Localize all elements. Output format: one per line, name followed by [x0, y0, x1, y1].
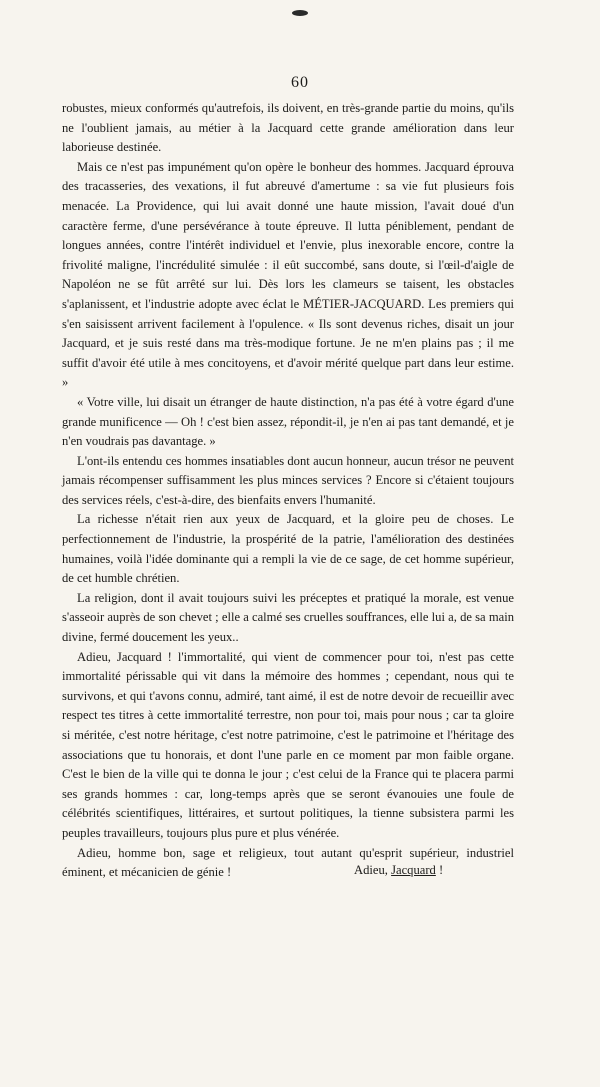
paragraph-7: Adieu, Jacquard ! l'immortalité, qui vient de commencer pour toi, n'est pas cette immortalité périssable qui vit dans la mémoire des hommes ; cependant, nous qui te survivons, et qui t'avons connu, admiré, tant aimé, il est de notre devoir de recueillir avec respect tes titres à cette immortalité terrestre, non pour toi, mais pour nous ; car ta gloire si méritée, c'est notre héritage, c'est notre patrimoine, c'est le patrimoine et l'héritage des associations que tu honorais, et dont l'une parle en ce moment par mon faible organe. C'est le bien de la ville qui te donna le jour ; c'est celui de la France qui te placera parmi ses grands hommes : car, long-temps après que se seront évanouies une foule de célébrités scientifiques, littéraires, et surtout politiques, la tienne subsistera parmi les peuples travailleurs, toujours plus pure et plus vénérée. — [62, 649, 514, 840]
paragraph-8: Adieu, homme bon, sage et religieux, tout autant qu'esprit supérieur, industriel éminent, et mécanicien de génie ! — [62, 845, 514, 880]
paragraph-4: L'ont-ils entendu ces hommes insatiables dont aucun honneur, aucun trésor ne peuvent jamais récompenser suffisamment les plus minces services ? Encore si c'étaient toujours des services réels, c'est-à-dire, des bienfaits envers l'humanité. — [62, 453, 514, 507]
page-number: 60 — [291, 74, 309, 91]
signature-prefix: Adieu, — [354, 863, 392, 877]
signature-suffix: ! — [435, 863, 444, 877]
closing-signature — [354, 863, 443, 878]
paragraph-3: « Votre ville, lui disait un étranger de haute distinction, n'a pas été à votre égard d'une grande munificence — Oh ! c'est bien assez, répondit-il, je n'en ai pas tant demandé, et je n'en voudrais pas davantage. » — [62, 394, 514, 449]
paragraph-1: robustes, mieux conformés qu'autrefois, ils doivent, en très-grande partie du moins, qu'ils ne l'oublient jamais, au métier à la Jacquard cette grande amélioration dans leur laborieuse destinée. — [62, 101, 514, 155]
body-text — [62, 99, 514, 883]
signature-name: Jacquard — [391, 863, 436, 877]
paragraph-6: La religion, dont il avait toujours suivi les préceptes et pratiqué la morale, est venue s'asseoir auprès de son chevet ; elle a calmé ses cruelles souffrances, elle lui a, de sa main divine, fermé doucement les yeux.. — [62, 590, 514, 645]
ink-mark — [292, 10, 308, 16]
paragraph-2: Mais ce n'est pas impunément qu'on opère le bonheur des hommes. Jacquard éprouva des tracasseries, des vexations, il fut abreuvé d'amertume : sa vie fut plusieurs fois menacée. La Providence, qui lui avait donné une haute mission, l'avait doué d'un caractère ferme, d'une persévérance à toute épreuve. Il lutta péniblement, pendant de longues années, contre l'intérêt individuel et l'envie, plus inexorable encore, contre la frivolité maligne, l'incrédulité simulée : il eût succombé, sans doute, si l'œil-d'aigle de Napoléon ne se fût arrêté sur lui. Dès lors les clameurs se taisent, les obstacles s'aplanissent, et l'industrie adopte avec éclat le MÉTIER-JACQUARD. Les premiers qui s'en saisissent arrivent facilement à l'opulence. « Ils sont devenus riches, disait un jour Jacquard, et je suis resté dans ma très-modique fortune. Je ne m'en plains pas ; il me suffit d'avoir été utile à mes concitoyens, et d'avoir mérité quelque part dans leur estime. » — [62, 159, 514, 390]
paragraph-5: La richesse n'était rien aux yeux de Jacquard, et la gloire peu de choses. Le perfectionnement de l'industrie, la prospérité de la patrie, l'amélioration des destinées humaines, voilà l'idée dominante qui a rempli la vie de ce sage, de cet homme supérieur, de cet humble chrétien. — [62, 512, 514, 586]
